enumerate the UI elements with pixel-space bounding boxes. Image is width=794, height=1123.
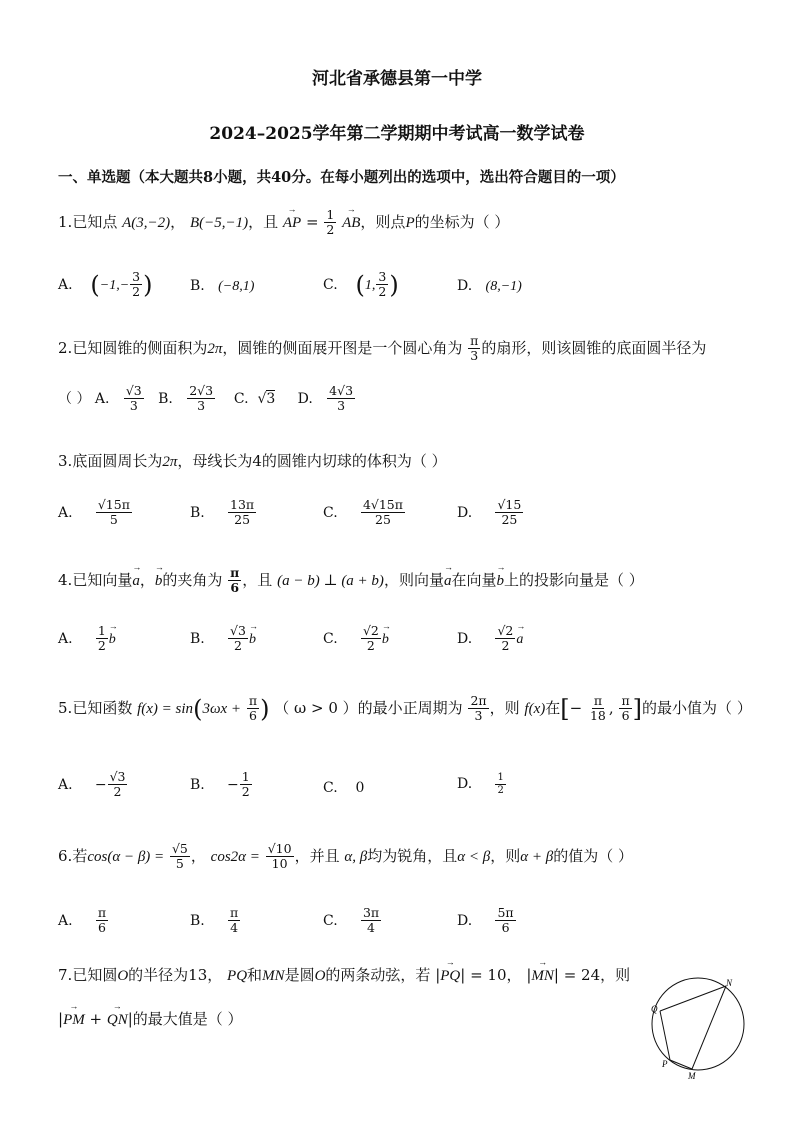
- q2-option-d[interactable]: D. $\frac{4√3}{3}$: [297, 383, 354, 414]
- q6-option-c[interactable]: C. $\frac{3\pi}{4}$: [323, 905, 380, 936]
- q6-option-a[interactable]: A. $\frac{\pi}{6}$: [58, 905, 107, 936]
- question-7-line-1: 7.已知圆O的半径为13， PQ和MN是圆O的两条动弦，若 |→ PQ| = 10， |→ MN| = 24，则: [58, 964, 630, 985]
- q1-option-c[interactable]: C. (1, $\frac{3}{2}$ ): [323, 269, 399, 300]
- q4-option-a[interactable]: A. $\frac{1}{2}$ → b: [58, 624, 116, 654]
- circle-o: [652, 978, 744, 1070]
- chord-mn: [692, 986, 726, 1069]
- question-2: 2.已知圆锥的侧面积为2π，圆锥的侧面展开图是一个圆心角为 $\frac{\pi}{3}$ 的扇形，则该圆锥的底面圆半径为: [58, 333, 707, 364]
- question-3: 3.底面圆周长为2π，母线长为4的圆锥内切球的体积为（ ）: [58, 452, 447, 470]
- q5-option-c[interactable]: C. 0: [323, 780, 365, 796]
- q1-option-d[interactable]: D. (8,−1): [457, 278, 522, 294]
- q2-option-a[interactable]: A. $\frac{√3}{3}$: [94, 383, 142, 414]
- school-title: 河北省承德县第一中学: [312, 69, 482, 89]
- q6-option-d[interactable]: D. $\frac{5\pi}{6}$: [457, 905, 514, 936]
- q5-option-b[interactable]: B. − $\frac{1}{2}$: [190, 769, 250, 800]
- q1-option-b[interactable]: B. (−8,1): [190, 278, 255, 294]
- label-m: M: [688, 1071, 696, 1081]
- q4-option-c[interactable]: C. $\frac{√2}{2}$ → b: [323, 624, 389, 654]
- label-n: N: [726, 978, 733, 988]
- question-5: 5.已知函数 f(x) = sin(3ωx + $\frac{\pi}{6}$ ) （ ω > 0 ）的最小正周期为 $\frac{2\pi}{3}$ ，则 f(x)在[− $\frac{\pi}{18}$ , $\frac{\pi}{6}$ ]的最小值为（ ）: [58, 693, 752, 724]
- q2-option-b[interactable]: B. $\frac{2√3}{3}$: [158, 383, 214, 414]
- label-p: P: [662, 1059, 668, 1069]
- q4-option-b[interactable]: B. $\frac{√3}{2}$ → b: [190, 624, 256, 654]
- section-heading: 一、单选题（本大题共8小题，共40分。在每小题列出的选项中，选出符合题目的一项）: [58, 169, 625, 186]
- q5-option-a[interactable]: A. − $\frac{√3}{2}$: [58, 769, 126, 800]
- q5-option-d[interactable]: D. $\frac{1}{2}$: [457, 772, 504, 796]
- question-6: 6.若cos(α − β) = $\frac{√5}{5}$ ， cos2α = $\frac{√10}{10}$ ，并且 α, β均为锐角，且α < β，则α + β的值为（ ）: [58, 841, 633, 872]
- question-1: 1.已知点 A(3,−2)， B(−5,−1)，且 → AP = $\frac{1}{2}$ → AB，则点P的坐标为（ ）: [58, 208, 509, 238]
- q2-options: （ ） A. $\frac{√3}{3}$ B. $\frac{2√3}{3}$ C. √3 D. $\frac{4√3}{3}$: [58, 384, 356, 414]
- segment-pm: [670, 1060, 692, 1069]
- q3-option-d[interactable]: D. $\frac{√15}{25}$: [457, 497, 522, 528]
- segment-qn: [660, 986, 726, 1011]
- exam-title: 2024–2025学年第二学期期中考试高一数学试卷: [209, 124, 585, 144]
- label-q: Q: [651, 1004, 658, 1014]
- q3-option-c[interactable]: C. $\frac{4√15\pi}{25}$: [323, 497, 403, 528]
- question-4: 4.已知向量→ a，→ b的夹角为 $\frac{\pi}{6}$ ，且 (a − b) ⊥ (a + b)，则向量→ a在向量→ b上的投影向量是（ ）: [58, 566, 644, 596]
- q6-option-b[interactable]: B. $\frac{\pi}{4}$: [190, 905, 239, 936]
- q4-option-d[interactable]: D. $\frac{√2}{2}$ → a: [457, 624, 523, 654]
- q3-option-b[interactable]: B. $\frac{13\pi}{25}$: [190, 497, 255, 528]
- question-7-line-2: |→ PM + → QN|的最大值是（ ）: [58, 1008, 243, 1029]
- q1-option-a[interactable]: A. (−1,− $\frac{3}{2}$ ): [58, 269, 153, 300]
- q7-circle-figure: [640, 972, 760, 1082]
- q2-option-c[interactable]: C. √3: [233, 390, 276, 407]
- q3-option-a[interactable]: A. $\frac{√15\pi}{5}$: [58, 497, 130, 528]
